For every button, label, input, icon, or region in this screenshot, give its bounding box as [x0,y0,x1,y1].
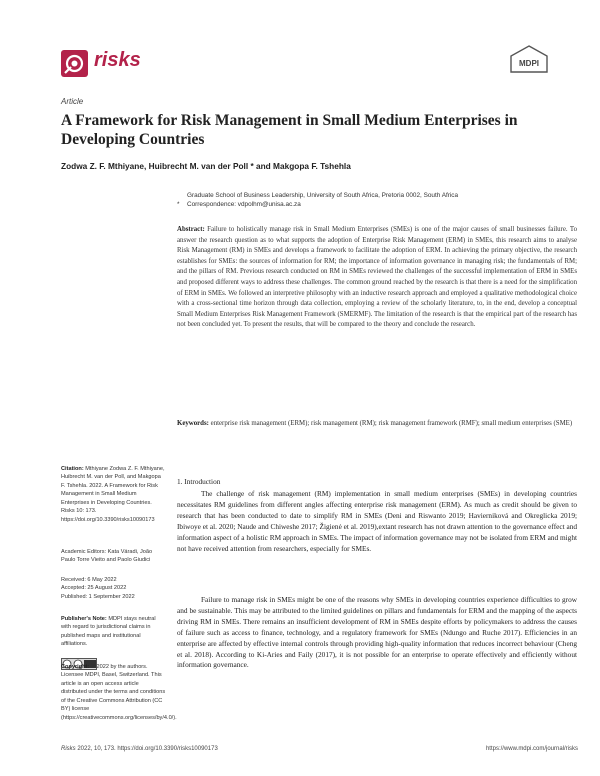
journal-logo [61,50,88,77]
accepted-date: Accepted: 25 August 2022 [61,585,127,592]
keywords [177,419,577,430]
dates-block [61,576,166,601]
intro-paragraph-2: Failure to manage risk in SMEs might be one of the reasons why SMEs in developing countries experience difficulties to grow and be sustainable. This may be attributed to the limited guidelines on pillars and fundamentals for ERM and the mapping of the aspects driving RM in SMEs. There remains an insufficient development of RM in SMEs despite efforts by policymakers to address the causes of failure such as access to finance, technology, and a regulatory framework for SMEs (Ndungo and Ruche 2017). Efficiencies in an enterprise are affected by effective internal controls through providing high-quality information that reduces incorrect behaviour (Cheng et al. 2018). According to Ki-Aries and Faily (2017), it is not possible for an enterprise to operate effectively and efficiently without information governance. [177,595,577,670]
keywords-text: enterprise risk management (ERM); risk management (RM); risk management framework (RMF); small medium enterprises (SME) [210,420,573,427]
footer-citation: Risks 2022, 10, 173. https://doi.org/10.3390/risks10090173 [61,746,218,752]
section-heading: 1. Introduction [177,477,221,486]
abstract [177,225,577,331]
keywords-label: Keywords: [177,420,209,427]
academic-editors: Academic Editors: Kata Váradi, João Paulo Torre Vieito and Paolo Giudici [61,549,153,564]
author-list: Zodwa Z. F. Mthiyane, Huibrecht M. van der Poll * and Makgopa F. Tshehla [61,161,351,171]
footer-journal-link[interactable]: https://www.mdpi.com/journal/risks [485,746,578,752]
intro-paragraph-1: The challenge of risk management (RM) implementation in small medium enterprises (SMEs) in developing countries necessitates RM guidelines from different angles affecting enterprise risk management (ERM). As much as credit should be given to research that has been conducted to date to simplify RM in SMEs (Deni and Riswanto 2019; Havierniková and Okreglicka 2019; Ibiwoye et al. 2020; Naude and Chiweshe 2017; Žigienė et al. 2019),extant research has not drawn attention to the governance effect and information aspect of a holistic RM approach in SMEs. The impact of information governance may not be isolated from ERM and might not have received attention from researchers, especially for SMEs. [177,489,577,553]
article-type: Article [61,97,84,106]
article-title: A Framework for Risk Management in Small Medium Enterprises in Developing Countries [61,112,518,148]
copyright-block: Copyright: © 2022 by the authors. Licensee MDPI, Basel, Switzerland. This article is an open access article distributed under the terms and conditions of the Creative Commons Attribution (CC BY) license (https://creativecommons.org/licenses/by/4.0/). [61,664,177,721]
publisher-logo [507,44,551,79]
correspondence: * Correspondence: vdpolhm@unisa.ac.za [177,200,301,208]
risks-logo-icon [61,50,88,77]
publisher-note: Publisher's Note: MDPI stays neutral with regard to jurisdictional claims in published maps and institutional affiliations. [61,616,156,648]
citation-block: Citation: Mthiyane Zodwa Z. F. Mthiyane, Huibrecht M. van der Poll, and Makgopa F. Tshehla. 2022. A Framework for Risk Management in Small Medium Enterprises in Developing Countries. Risks 10: 173. https://doi.org/10.3390/risks10090173 [61,466,165,523]
published-date: Published: 1 September 2022 [61,593,135,600]
abstract-text: Failure to holistically manage risk in Small Medium Enterprises (SMEs) is one of the major causes of small businesses failure. To answer the research question as to what supports the adoption of Enterprise Risk Management (ERM) in SMEs, this research aims to analyse Risk Management (RM) in SMEs and develops a framework to facilitate the adoption of ERM. In achieving the primary objective, the research establishes for SMEs: the sources of information for RM; the importance of information governance in managing risk; the fundamentals of RM; and the pillars of RM. Previous research conducted on RM in SMEs reviewed the challenges of the successful implementation of ERM in SMEs and proposed different ways to address these challenges. The common ground reached by the research is that there is a need for the simplification of ERM in SMEs. We followed an interpretive philosophy with an inductive research approach and employed a qualitative methodological choice with a cross-sectional time horizon through data collection, employing a review of the scholarly literature, to, in the end, develop a conceptual Small Medium Enterprises Risk Management Framework (SMERMF). The limitation of the research is that the empirical part of the research has not been concluded yet. To present the results, that will be compared to the theory and conclude the research. [177,226,577,329]
journal-name: risks [94,49,141,71]
abstract-label: Abstract: [177,226,205,233]
received-date: Received: 6 May 2022 [61,577,117,583]
affiliation: Graduate School of Business Leadership, University of South Africa, Pretoria 0002, South Africa [187,192,459,199]
publisher-name: MDPI [519,59,539,68]
affiliation-block [177,192,577,209]
